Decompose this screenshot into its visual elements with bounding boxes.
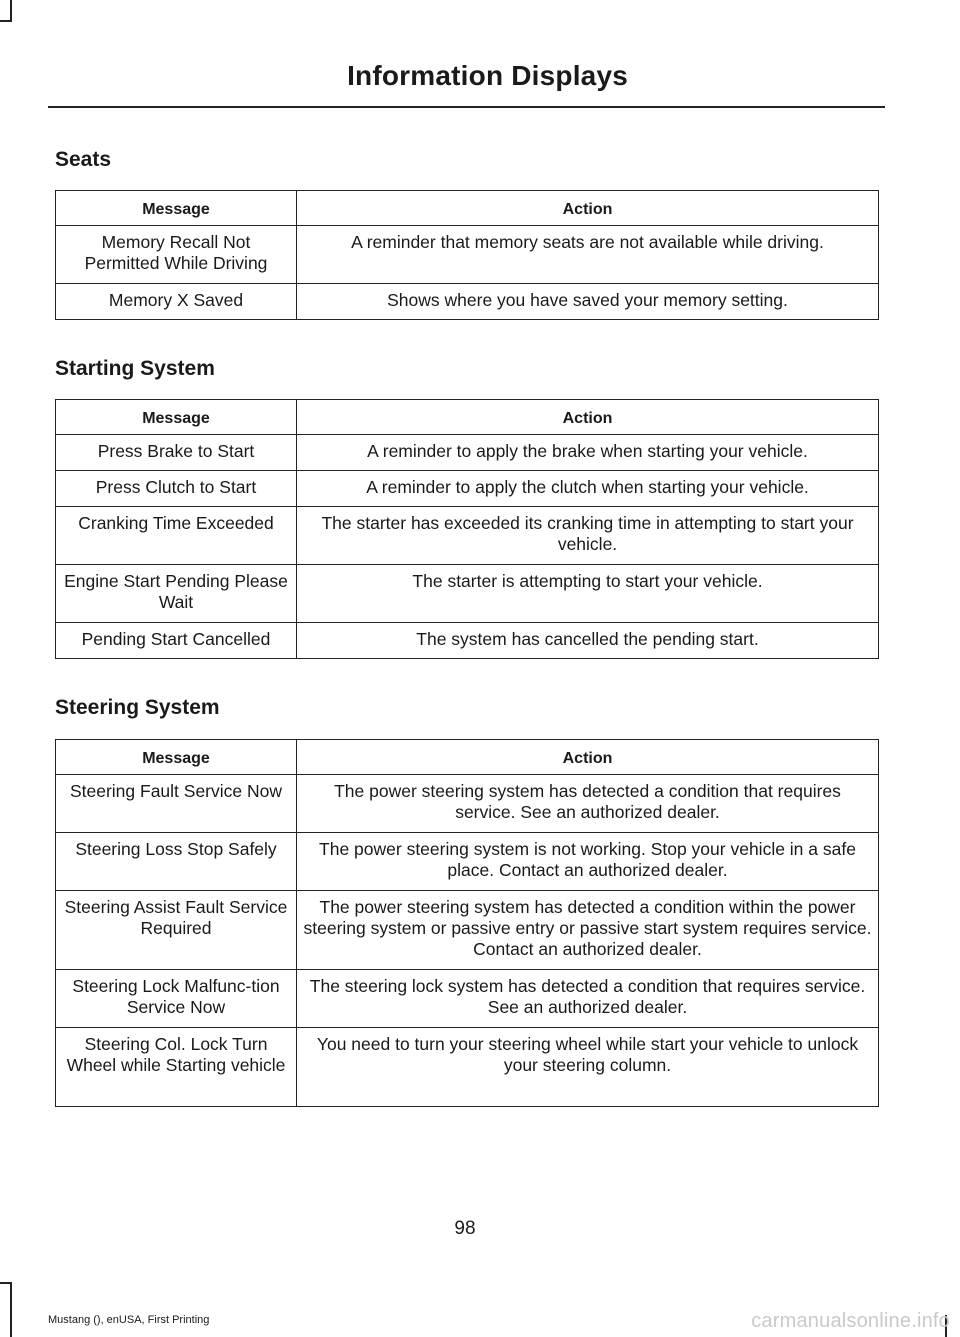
message-cell: Steering Assist Fault Service Required	[56, 891, 297, 970]
message-cell: Pending Start Cancelled	[56, 623, 297, 659]
column-header-action: Action	[297, 740, 879, 775]
table-header-row	[56, 191, 879, 226]
action-cell: The power steering system has detected a condition that requires service. See an authorized dealer.	[297, 775, 879, 833]
table-header-row	[56, 400, 879, 435]
action-cell: Shows where you have saved your memory setting.	[297, 284, 879, 320]
crop-mark-bottom-left-h	[0, 1282, 12, 1284]
message-cell: Steering Col. Lock Turn Wheel while Starting vehicle	[56, 1028, 297, 1107]
action-cell: The power steering system has detected a condition within the power steering system or passive entry or passive start system requires service. Contact an authorized dealer.	[297, 891, 879, 970]
table-row	[56, 507, 879, 565]
table-row	[56, 435, 879, 471]
table-row	[56, 833, 879, 891]
action-cell: The starter is attempting to start your vehicle.	[297, 565, 879, 623]
table-row	[56, 623, 879, 659]
crop-mark-top-left-h	[0, 20, 12, 22]
table-row	[56, 970, 879, 1028]
header-divider	[48, 106, 885, 108]
action-cell: The system has cancelled the pending start.	[297, 623, 879, 659]
action-cell: A reminder to apply the clutch when starting your vehicle.	[297, 471, 879, 507]
column-header-message: Message	[56, 740, 297, 775]
starting-system-message-table	[55, 399, 879, 659]
table-row	[56, 226, 879, 284]
table-row	[56, 471, 879, 507]
table-row	[56, 891, 879, 970]
message-cell: Memory X Saved	[56, 284, 297, 320]
seats-message-table	[55, 190, 879, 320]
column-header-message: Message	[56, 400, 297, 435]
action-cell: The power steering system is not working. Stop your vehicle in a safe place. Contact an authorized dealer.	[297, 833, 879, 891]
steering-system-message-table	[55, 739, 879, 1107]
message-cell: Cranking Time Exceeded	[56, 507, 297, 565]
column-header-message: Message	[56, 191, 297, 226]
section-title-seats: Seats	[55, 148, 112, 171]
column-header-action: Action	[297, 191, 879, 226]
action-cell: The starter has exceeded its cranking time in attempting to start your vehicle.	[297, 507, 879, 565]
action-cell: A reminder that memory seats are not available while driving.	[297, 226, 879, 284]
section-title-steering-system: Steering System	[55, 696, 220, 719]
column-header-action: Action	[297, 400, 879, 435]
page-number: 98	[454, 1218, 476, 1239]
table-row	[56, 775, 879, 833]
message-cell: Press Clutch to Start	[56, 471, 297, 507]
message-cell: Press Brake to Start	[56, 435, 297, 471]
message-cell: Steering Lock Malfunc-tion Service Now	[56, 970, 297, 1028]
message-cell: Steering Loss Stop Safely	[56, 833, 297, 891]
site-watermark: carmanualsonline.info	[751, 1310, 950, 1332]
crop-mark-bottom-left-v	[10, 1282, 12, 1337]
edition-footer: Mustang (), enUSA, First Printing	[48, 1314, 210, 1326]
crop-mark-top-left-v	[10, 0, 12, 22]
table-header-row	[56, 740, 879, 775]
table-row	[56, 1028, 879, 1107]
message-cell: Memory Recall Not Permitted While Driving	[56, 226, 297, 284]
section-title-starting-system: Starting System	[55, 357, 215, 380]
action-cell: The steering lock system has detected a condition that requires service. See an authorized dealer.	[297, 970, 879, 1028]
table-row	[56, 565, 879, 623]
message-cell: Steering Fault Service Now	[56, 775, 297, 833]
page-header-title: Information Displays	[347, 60, 628, 91]
action-cell: A reminder to apply the brake when starting your vehicle.	[297, 435, 879, 471]
action-cell: You need to turn your steering wheel while start your vehicle to unlock your steering column.	[297, 1028, 879, 1107]
table-row	[56, 284, 879, 320]
message-cell: Engine Start Pending Please Wait	[56, 565, 297, 623]
